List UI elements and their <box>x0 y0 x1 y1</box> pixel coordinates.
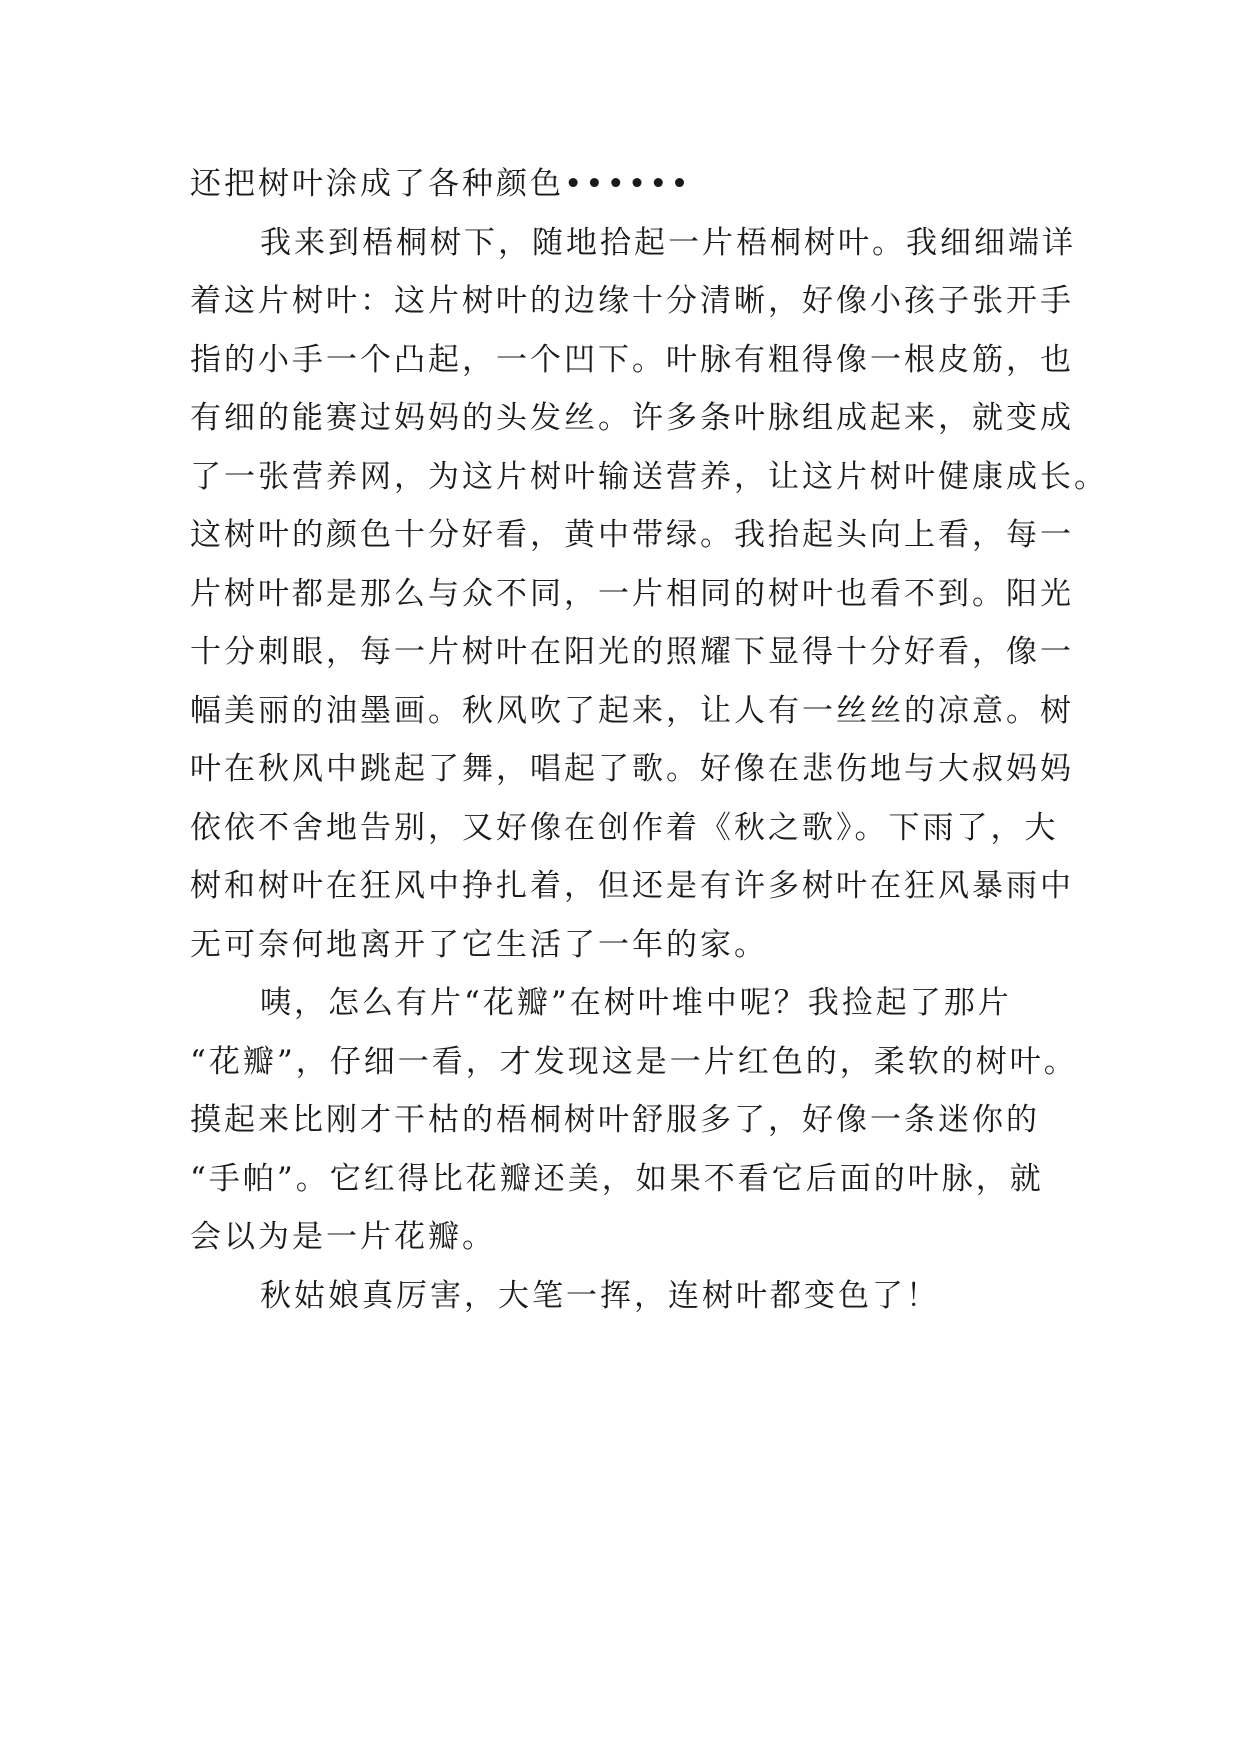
text-line: 十分刺眼，每一片树叶在阳光的照耀下显得十分好看，像一 <box>190 634 1074 670</box>
essay-body <box>190 155 1108 1325</box>
text-line: 摸起来比刚才干枯的梧桐树叶舒服多了，好像一条迷你的 <box>190 1102 1040 1138</box>
text-line: 会以为是一片花瓣。 <box>190 1219 496 1255</box>
text-line: 树和树叶在狂风中挣扎着，但还是有许多树叶在狂风暴雨中 <box>190 868 1074 904</box>
text-line: 了一张营养网，为这片树叶输送营养，让这片树叶健康成长。 <box>190 458 1108 495</box>
text-line: 依依不舍地告别，又好像在创作着《秋之歌》。下雨了，大 <box>190 809 1059 846</box>
text-line: 这树叶的颜色十分好看，黄中带绿。我抬起头向上看，每一 <box>190 517 1074 553</box>
text-line: “手帕”。它红得比花瓣还美，如果不看它后面的叶脉，就 <box>190 1160 1044 1197</box>
text-line: 叶在秋风中跳起了舞，唱起了歌。好像在悲伤地与大叔妈妈 <box>190 751 1074 787</box>
text-line: 有细的能赛过妈妈的头发丝。许多条叶脉组成起来，就变成 <box>190 400 1074 436</box>
text-line: 片树叶都是那么与众不同，一片相同的树叶也看不到。阳光 <box>190 575 1074 612</box>
text-line: 幅美丽的油墨画。秋风吹了起来，让人有一丝丝的凉意。树 <box>190 692 1074 729</box>
text-line: 指的小手一个凸起，一个凹下。叶脉有粗得像一根皮筋，也 <box>190 341 1074 378</box>
paragraph-start-line: 我来到梧桐树下，随地拾起一片梧桐树叶。我细细端详 <box>260 224 1076 261</box>
paragraph-start-line: 咦，怎么有片“花瓣”在树叶堆中呢？我捡起了那片 <box>260 985 1012 1021</box>
paragraph-start-line: 秋姑娘真厉害，大笔一挥，连树叶都变色了！ <box>260 1277 940 1314</box>
text-line: “花瓣”，仔细一看，才发现这是一片红色的，柔软的树叶。 <box>190 1043 1078 1080</box>
text-line: 着这片树叶：这片树叶的边缘十分清晰，好像小孩子张开手 <box>190 283 1074 319</box>
text-line: 无可奈何地离开了它生活了一年的家。 <box>190 926 768 963</box>
text-line: 还把树叶涂成了各种颜色•••••• <box>190 166 692 202</box>
